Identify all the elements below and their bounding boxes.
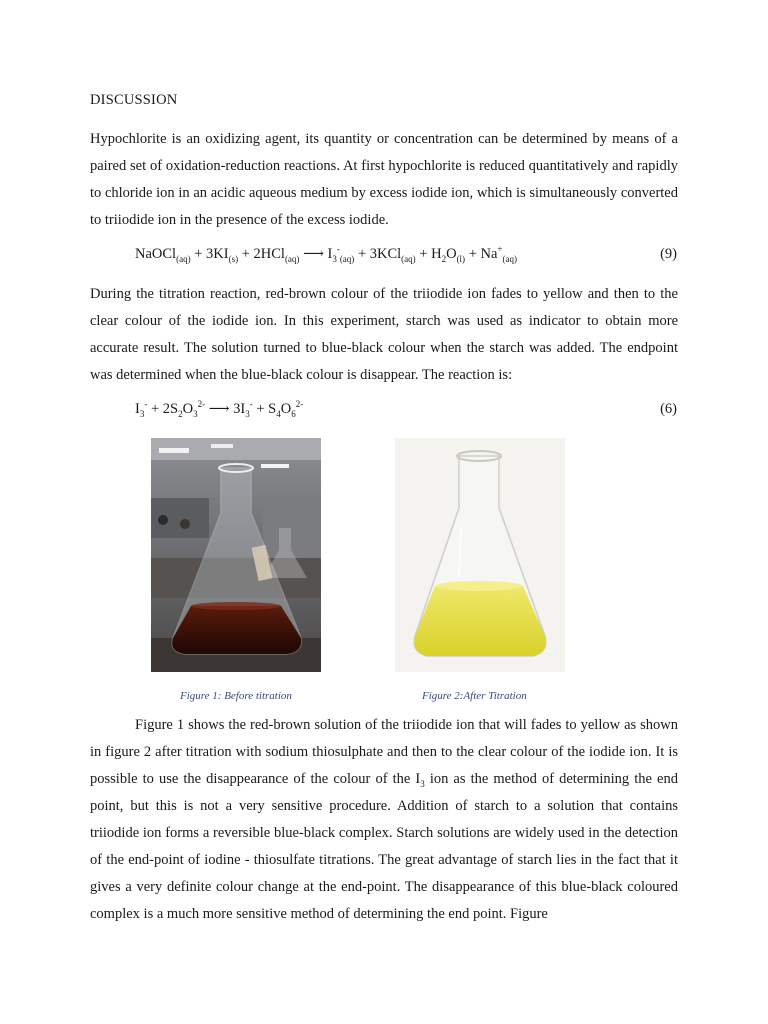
figure-1-caption: Figure 1: Before titration [180, 690, 292, 702]
equation-6-expression: $I_3^- + 2S_2O_3^{2-}$ ⟶ $3I_3^- + S_4O_6^{2-}$ [135, 399, 304, 419]
section-heading: DISCUSSION [90, 92, 178, 108]
paragraph-intro: Hypochlorite is an oxidizing agent, its quantity or concentration can be determined by means of a paired set of oxidation-reduction reactions. At first hypochlorite is reduced quantitatively and rapidly to chloride ion in an acidic aqueous medium by excess iodide ion, which is simultaneously converted to triiodide ion in the presence of the excess iodide. [90, 131, 678, 228]
equation-6-number: (6) [660, 401, 677, 417]
figure-2-caption: Figure 2:After Titration [422, 690, 527, 702]
equation-9-number: (9) [660, 246, 677, 262]
equation-9 [0, 246, 768, 268]
equation-6 [0, 401, 768, 423]
paragraph-figure-explanation: Figure 1 shows the red-brown solution of the triiodide ion that will fades to yellow as shown in figure 2 after titration with sodium thiosulphate and then to the clear colour of the iodide ion. It is possible to use the disappearance of the colour of the $I_3$ ion as the method of determining the end point, but this is not a very sensitive procedure. Addition of starch to a solution that contains triiodide ion forms a reversible blue-black complex. Starch solutions are widely used in the detection of the end-point of iodine - thiosulfate titrations. The great advantage of starch lies in the fact that it gives a very definite colour change at the end-point. The disappearance of this blue-black coloured complex is a much more sensitive method of determining the end point. Figure [90, 717, 678, 922]
figure-before-titration-photo [151, 438, 321, 672]
equation-9-expression: NaOCl$_{(aq)}$ + $3KI_{(s)} + 2HCl_{(aq)}$ ⟶ $I_3^-_{(aq)} + 3KCl_{(aq)} + H_2O_{(l)} + Na^+_{(aq)}$ [135, 244, 517, 264]
figure-after-titration-photo [395, 438, 565, 672]
flask-yellow-solution-illustration [395, 438, 565, 672]
flask-dark-solution-illustration [151, 438, 321, 672]
paragraph-titration: During the titration reaction, red-brown colour of the triiodide ion fades to yellow and then to the clear colour of the iodide ion. In this experiment, starch was used as indicator to obtain more accurate result. The solution turned to blue-black colour when the starch was added. The endpoint was determined when the blue-black colour is disappear. The reaction is: [90, 286, 678, 383]
